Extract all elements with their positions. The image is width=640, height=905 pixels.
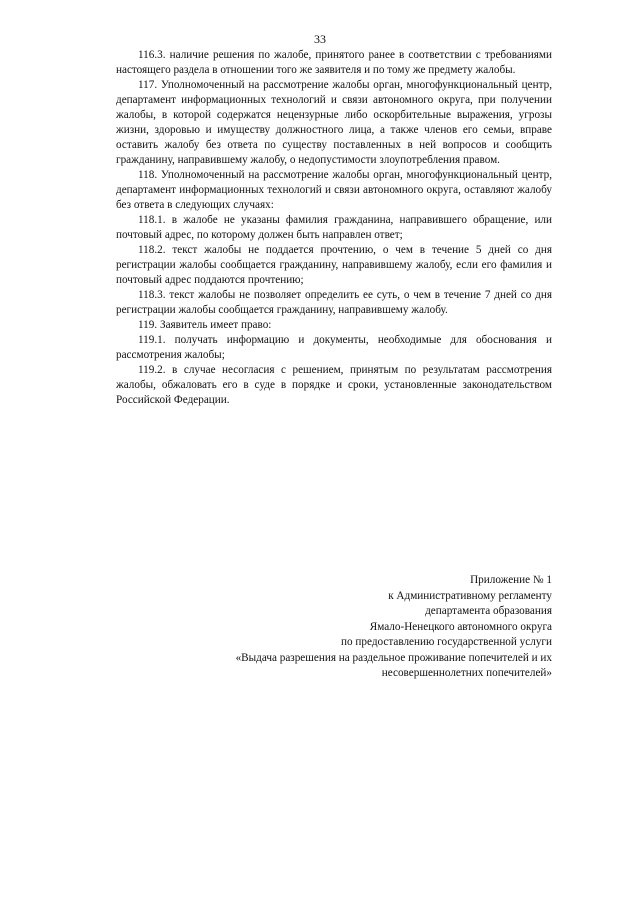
appendix-header xyxy=(132,573,552,682)
page-number: 33 xyxy=(314,32,326,46)
appendix-line: по предоставлению государственной услуги xyxy=(341,636,552,648)
appendix-title: Приложение № 1 xyxy=(470,574,552,586)
paragraph-119-1: 119.1. получать информацию и документы, необходимые для обоснования и рассмотрения жалобы; xyxy=(116,334,552,361)
appendix-line: Ямало-Ненецкого автономного округа xyxy=(369,620,552,633)
paragraph-118-2: 118.2. текст жалобы не поддается прочтению, о чем в течение 5 дней со дня регистрации жалобы сообщается гражданину, направившему жалобу, если его фамилия и почтовый адрес поддаются прочтению; xyxy=(116,244,552,286)
paragraph-116-3: 116.3. наличие решения по жалобе, принятого ранее в соответствии с требованиями настоящего раздела в отношении того же заявителя и по тому же предмету жалобы. xyxy=(116,49,552,76)
appendix-line: к Административному регламенту xyxy=(388,589,552,602)
paragraph-118: 118. Уполномоченный на рассмотрение жалобы орган, многофункциональный центр, департамент информационных технологий и связи автономного округа, оставляют жалобу без ответа в следующих случаях: xyxy=(116,169,552,211)
paragraph-119-2: 119.2. в случае несогласия с решением, принятым по результатам рассмотрения жалобы, обжаловать его в суде в порядке и сроки, установленные законодательством Российской Федерации. xyxy=(116,364,552,406)
paragraph-118-1: 118.1. в жалобе не указаны фамилия гражданина, направившего обращение, или почтовый адрес, по которому должен быть направлен ответ; xyxy=(116,214,552,241)
appendix-line: «Выдача разрешения на раздельное проживание попечителей и их xyxy=(235,651,552,664)
paragraph-118-3: 118.3. текст жалобы не позволяет определить ее суть, о чем в течение 7 дней со дня регистрации жалобы сообщается гражданину, направившему жалобу. xyxy=(116,289,552,316)
appendix-line: несовершеннолетних попечителей» xyxy=(381,667,552,679)
regulation-text xyxy=(116,48,552,408)
paragraph-119: 119. Заявитель имеет право: xyxy=(138,319,272,331)
appendix-line: департамента образования xyxy=(425,605,552,617)
paragraph-117: 117. Уполномоченный на рассмотрение жалобы орган, многофункциональный центр, департамент информационных технологий и связи автономного округа, при получении жалобы, в которой содержатся нецензурные либо оскорбительные выражения, угрозы жизни, здоровью и имуществу должностного лица, а также членов его семьи, вправе оставить жалобу без ответа по существу поставленных в ней вопросов и сообщить гражданину, направившему жалобу, о недопустимости злоупотребления правом. xyxy=(116,79,552,166)
